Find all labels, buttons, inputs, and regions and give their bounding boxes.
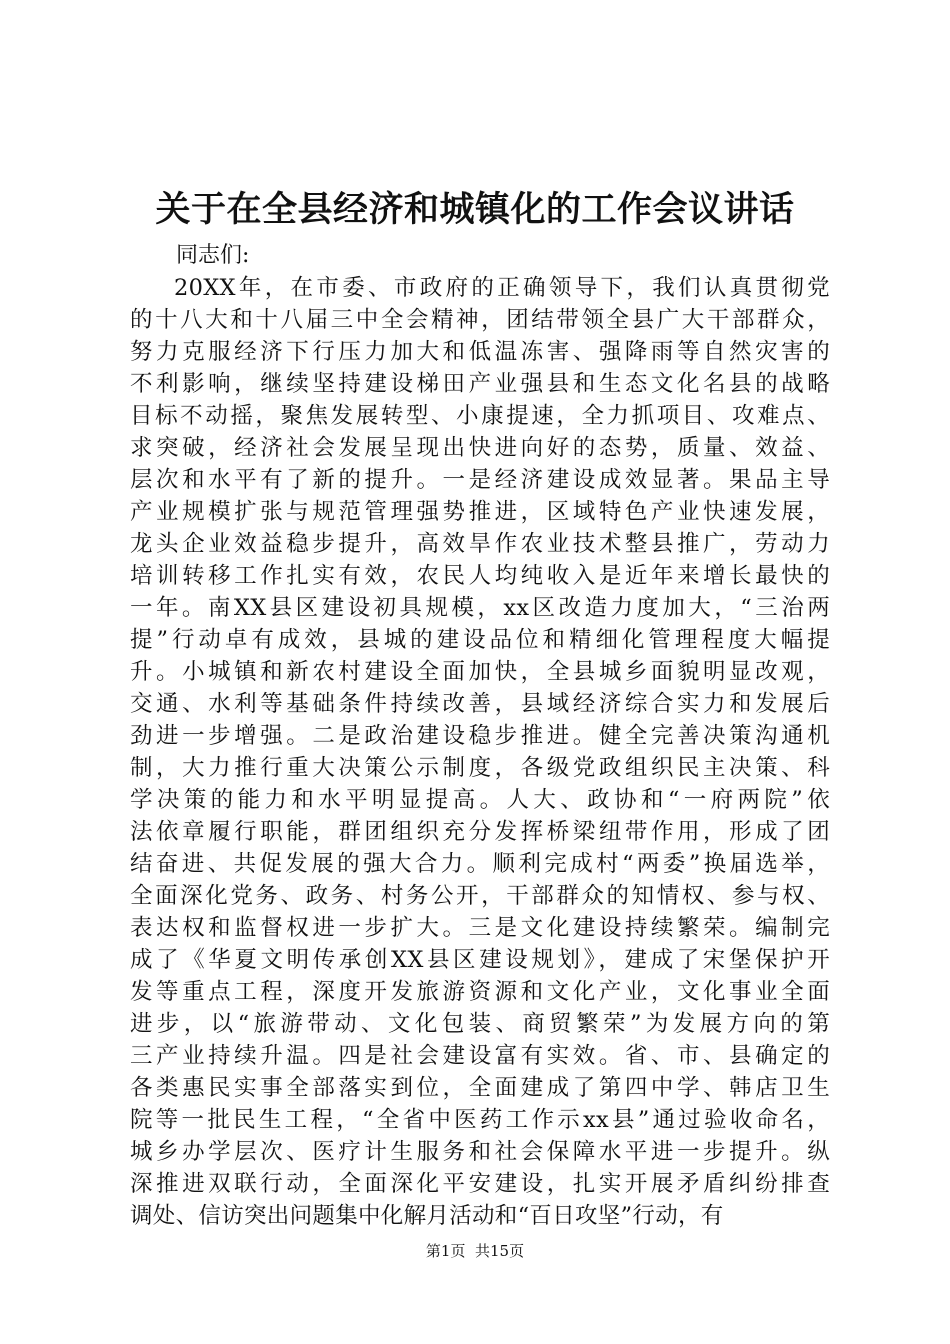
body-line: 调处、信访突出问题集中化解月活动和“百日攻坚”行动，有: [130, 1203, 724, 1229]
body-line: 成了《华夏文明传承创XX县区建设规划》，建成了宋堡保护开: [130, 947, 830, 973]
body-line: 培训转移工作扎实有效，农民人均纯收入是近年来增长最快的: [130, 563, 830, 589]
body-line: 20XX年，在市委、市政府的正确领导下，我们认真贯彻党: [174, 275, 830, 301]
body-line: 层次和水平有了新的提升。一是经济建设成效显著。果品主导: [130, 467, 830, 493]
body-line: 法依章履行职能，群团组织充分发挥桥梁纽带作用，形成了团: [130, 819, 830, 845]
body-line: 进步，以“旅游带动、文化包装、商贸繁荣”为发展方向的第: [130, 1011, 830, 1037]
salutation: 同志们:: [176, 243, 250, 268]
page-total: 共15页: [475, 1242, 525, 1260]
body-line: 三产业持续升温。四是社会建设富有实效。省、市、县确定的: [130, 1043, 830, 1069]
body-line: 提”行动卓有成效，县城的建设品位和精细化管理程度大幅提: [130, 627, 830, 653]
body-line: 升。小城镇和新农村建设全面加快，全县城乡面貌明显改观，: [130, 659, 830, 685]
body-line: 的十八大和十八届三中全会精神，团结带领全县广大干部群众，: [130, 307, 830, 333]
body-line: 结奋进、共促发展的强大合力。顺利完成村“两委”换届选举，: [130, 851, 830, 877]
body-line: 全面深化党务、政务、村务公开，干部群众的知情权、参与权、: [130, 883, 830, 909]
document-title: 关于在全县经济和城镇化的工作会议讲话: [155, 189, 795, 230]
body-line: 产业规模扩张与规范管理强势推进，区域特色产业快速发展，: [130, 499, 830, 525]
speech-body: [130, 272, 830, 1232]
body-line: 表达权和监督权进一步扩大。三是文化建设持续繁荣。编制完: [130, 915, 830, 941]
body-line: 院等一批民生工程，“全省中医药工作示xx县”通过验收命名，: [130, 1107, 830, 1133]
body-line: 龙头企业效益稳步提升，高效旱作农业技术整县推广，劳动力: [130, 531, 830, 557]
page-footer: [0, 1240, 950, 1262]
body-line: 一年。南XX县区建设初具规模，xx区改造力度加大，“三治两: [130, 595, 830, 621]
body-line: 城乡办学层次、医疗计生服务和社会保障水平进一步提升。纵: [130, 1139, 830, 1165]
body-line: 交通、水利等基础条件持续改善，县域经济综合实力和发展后: [130, 691, 830, 717]
body-line: 劲进一步增强。二是政治建设稳步推进。健全完善决策沟通机: [130, 723, 830, 749]
page-number: 第1页: [425, 1242, 466, 1260]
body-line: 深推进双联行动，全面深化平安建设，扎实开展矛盾纠纷排查: [130, 1171, 830, 1197]
body-line: 不利影响，继续坚持建设梯田产业强县和生态文化名县的战略: [130, 371, 830, 397]
body-line: 求突破，经济社会发展呈现出快进向好的态势，质量、效益、: [130, 435, 830, 461]
body-line: 各类惠民实事全部落实到位，全面建成了第四中学、韩店卫生: [130, 1075, 830, 1101]
body-line: 制，大力推行重大决策公示制度，各级党政组织民主决策、科: [130, 755, 830, 781]
body-line: 发等重点工程，深度开发旅游资源和文化产业，文化事业全面: [130, 979, 830, 1005]
body-line: 目标不动摇，聚焦发展转型、小康提速，全力抓项目、攻难点、: [130, 403, 830, 429]
body-line: 努力克服经济下行压力加大和低温冻害、强降雨等自然灾害的: [130, 339, 830, 365]
body-line: 学决策的能力和水平明显提高。人大、政协和“一府两院”依: [130, 787, 830, 813]
